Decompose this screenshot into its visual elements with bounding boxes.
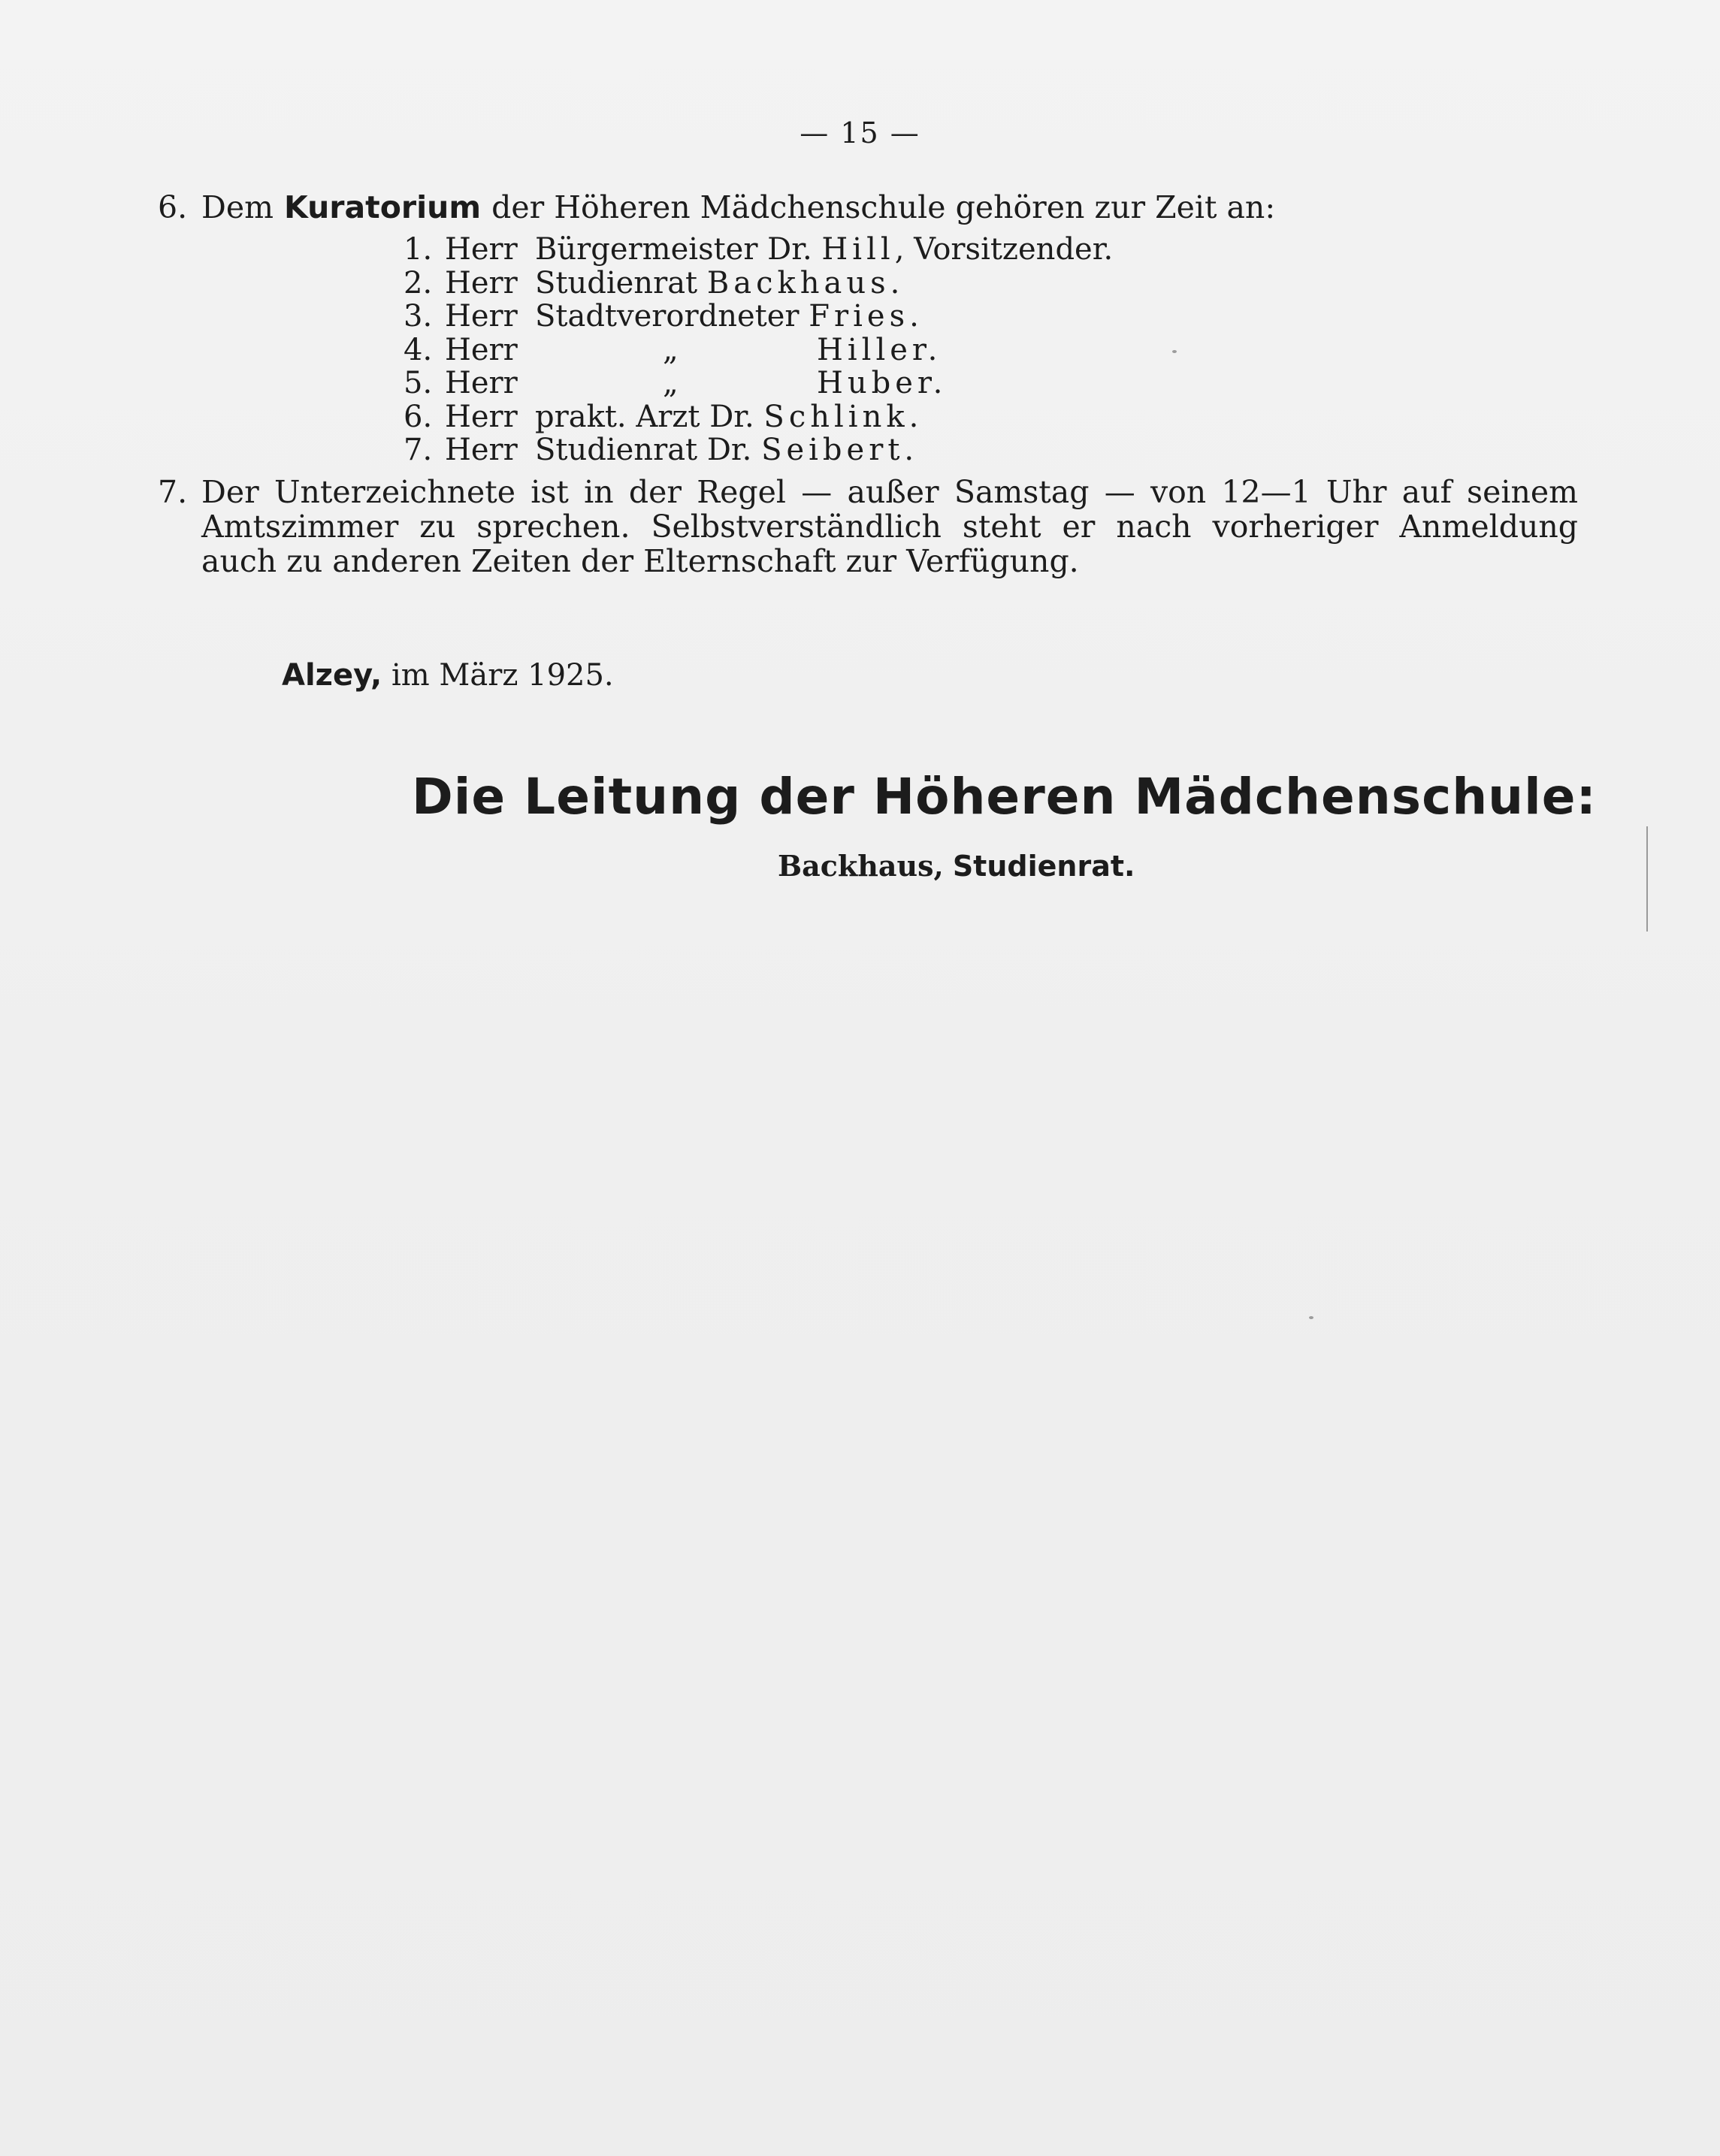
intro-before: Dem [201,189,274,225]
place-and-date [282,658,614,693]
member-role-and-name [535,300,923,334]
member-role: Bürgermeister Dr. [535,232,812,267]
intro-after: der Höheren Mädchenschule gehören zur Zeit an: [491,189,1276,225]
member-suffix: , Vorsitzender. [894,232,1114,267]
paragraph-line: Amtszimmer zu sprechen. Selbstverständlich steht er nach vorheriger Anmeldung [201,509,1578,545]
member-number: 7. [404,433,433,467]
place-city: Alzey, [282,658,382,693]
place-date: im März 1925. [391,658,614,693]
member-role: prakt. Arzt Dr. [535,399,754,434]
member-role-and-name [535,233,1113,267]
section-6-intro [201,190,1578,225]
member-salutation: Herr [445,232,518,267]
member-number: 1. [404,232,433,267]
member-role: Studienrat Dr. [535,433,752,467]
section-6 [158,190,1578,225]
signature [778,849,1135,883]
leitung-heading: Die Leitung der Höheren Mädchenschule: [412,768,1597,826]
signature-name: Backhaus, [778,849,944,883]
scan-edge-mark [1646,826,1648,932]
member-number: 4. [404,332,433,367]
member-salutation: Herr [445,265,518,300]
paragraph-line: auch zu anderen Zeiten der Elternschaft zur Verfügung. [201,543,1079,579]
ditto-mark: „ [663,366,679,400]
signature-title: Studienrat. [952,850,1135,883]
member-name: Seibert. [761,433,919,467]
section-6-marker: 6. [158,189,188,225]
member-role: Stadtverordneter [535,299,800,334]
member-name: Huber. [817,366,948,400]
member-name: Hiller. [817,332,942,367]
member-role-and-name [535,433,918,467]
member-name: Backhaus. [706,265,905,300]
member-name: Hill [821,232,895,267]
member-role-and-name [535,267,904,300]
scan-speck [1309,1316,1313,1319]
ditto-mark: „ [663,332,679,367]
section-7-paragraph [201,475,1578,578]
member-number: 2. [404,265,433,300]
member-salutation: Herr [445,332,518,367]
member-role: Studienrat [535,265,698,300]
member-name: Schlink. [763,399,923,434]
scan-speck [1172,350,1177,353]
section-7-marker: 7. [158,474,188,510]
member-name: Fries. [809,299,923,334]
member-number: 6. [404,399,433,434]
member-number: 3. [404,299,433,334]
paragraph-line: Der Unterzeichnete ist in der Regel — außer Samstag — von 12—1 Uhr auf seinem [201,474,1578,510]
member-salutation: Herr [445,299,518,334]
member-number: 5. [404,366,433,400]
page-number: — 15 — [800,116,920,149]
kuratorium-heading: Kuratorium [284,189,482,225]
member-salutation: Herr [445,399,518,434]
member-role-and-name [535,400,923,434]
section-7 [158,475,1578,578]
member-salutation: Herr [445,433,518,467]
member-salutation: Herr [445,366,518,400]
